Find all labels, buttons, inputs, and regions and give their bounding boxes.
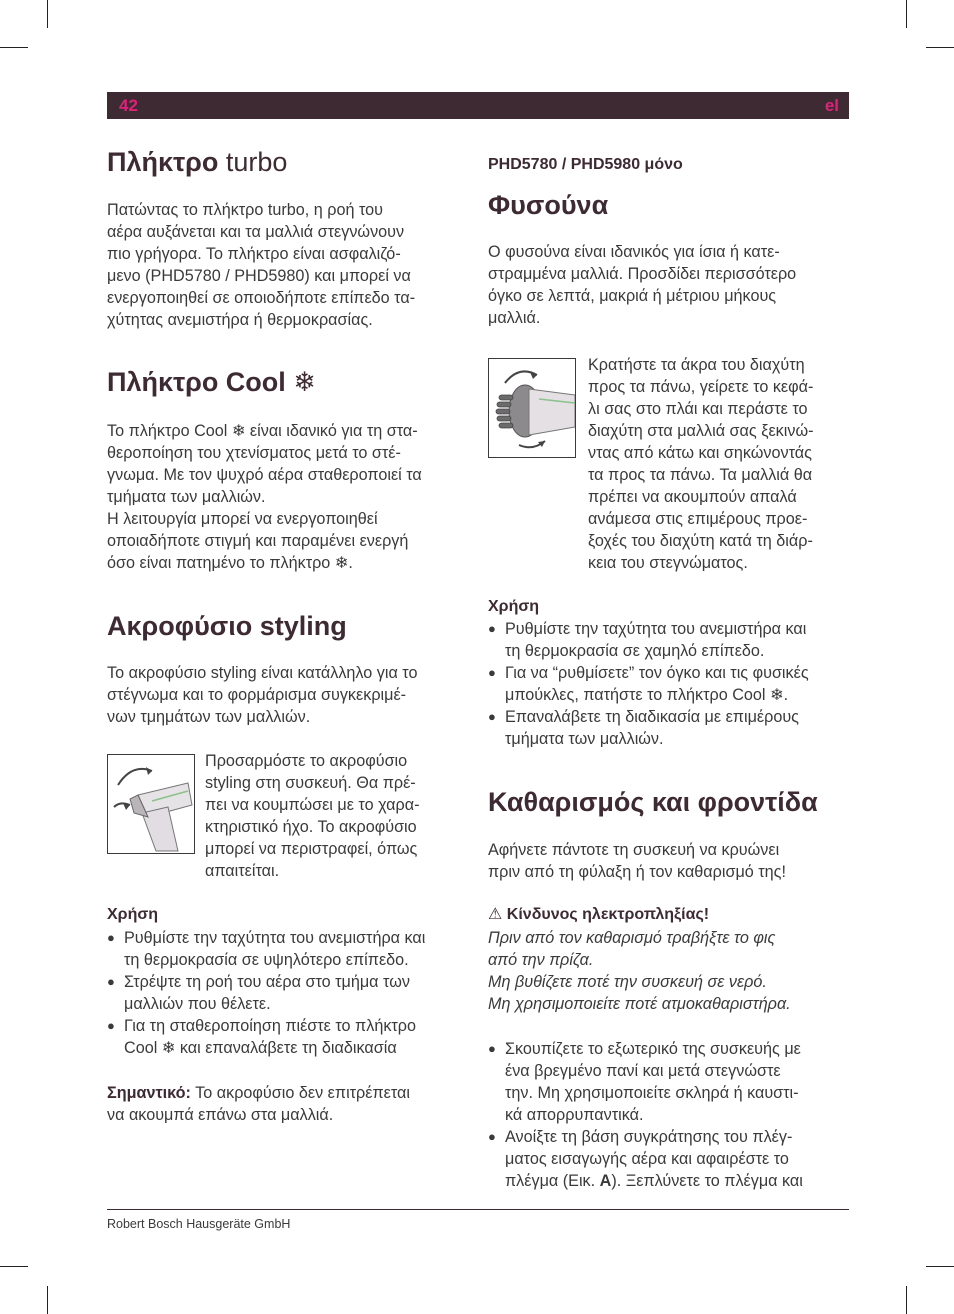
figure-reference: A bbox=[599, 1172, 612, 1190]
list-item bbox=[488, 1126, 848, 1192]
text-line: διαχύτη στα μαλλιά σας ξεκινώ- bbox=[588, 422, 814, 440]
text-line: ντας από κάτω και σηκώνοντάς bbox=[588, 444, 812, 462]
text-line: πει να κουμπώσει με το χαρα- bbox=[205, 796, 420, 814]
text-line: πλέγμα (Εικ. bbox=[505, 1172, 600, 1190]
text-line: Ρυθμίστε την ταχύτητα του ανεμιστήρα και bbox=[124, 929, 426, 947]
turbo-paragraph bbox=[107, 199, 415, 331]
text-line: Μη βυθίζετε ποτέ την συσκευή σε νερό. bbox=[488, 973, 767, 991]
text-line: αέρα αυξάνεται και τα μαλλιά στεγνώνουν bbox=[107, 223, 405, 241]
turbo-title-bold: Πλήκτρο bbox=[107, 147, 219, 177]
text-line: τμήματα των μαλλιών. bbox=[505, 730, 664, 748]
section-title-cool: Πλήκτρο Cool ❄ bbox=[107, 367, 316, 397]
text-line: styling στη συσκευή. Θα πρέ- bbox=[205, 774, 416, 792]
text-line: πιο γρήγορα. Το πλήκτρο είναι ασφαλιζό- bbox=[107, 245, 401, 263]
footer-divider bbox=[107, 1209, 849, 1210]
crop-mark bbox=[906, 0, 907, 28]
text-line: τμήματα των μαλλιών. bbox=[107, 488, 266, 506]
list-item bbox=[488, 1038, 848, 1126]
text-line: από την πρίζα. bbox=[488, 951, 594, 969]
text-line: Το ακροφύσιο δεν επιτρέπεται bbox=[190, 1084, 410, 1102]
styling-figure-text bbox=[205, 750, 419, 882]
text-line: μπορεί να περιστραφεί, όπως bbox=[205, 840, 418, 858]
text-line: νων τμημάτων των μαλλιών. bbox=[107, 708, 311, 726]
text-line: όγκο σε λεπτά, μακριά ή μέτριου μήκους bbox=[488, 287, 777, 305]
text-line: Πριν από τον καθαρισμό τραβήξτε το φις bbox=[488, 929, 776, 947]
text-line: μαλλιών που θέλετε. bbox=[124, 995, 271, 1013]
text-line: Το ακροφύσιο styling είναι κατάλληλο για το bbox=[107, 664, 418, 682]
text-line: ένα βρεγμένο πανί και μετά στεγνώστε bbox=[505, 1062, 781, 1080]
important-note bbox=[107, 1082, 410, 1126]
diffuser-usage-list bbox=[488, 618, 848, 750]
crop-mark bbox=[0, 47, 28, 48]
warning-triangle-icon: ⚠ bbox=[488, 906, 503, 923]
text-line: πριν από τη φύλαξη ή τον καθαρισμό της! bbox=[488, 863, 786, 881]
text-line: Cool ❄ και επαναλάβετε τη διαδικασία bbox=[124, 1039, 397, 1057]
text-line: ξοχές του διαχύτη κατά τη διάρ- bbox=[588, 532, 813, 550]
list-item bbox=[488, 618, 848, 662]
text-line: γνωμα. Με τον ψυχρό αέρα σταθεροποιεί τα bbox=[107, 466, 422, 484]
cool-paragraph bbox=[107, 420, 422, 574]
list-item bbox=[107, 927, 467, 971]
section-title-diffuser: Φυσούνα bbox=[488, 190, 609, 220]
text-line: Προσαρμόστε το ακροφύσιο bbox=[205, 752, 408, 770]
text-line: κτηριστικό ήχο. Το ακροφύσιο bbox=[205, 818, 417, 836]
diffuser-usage-heading: Χρήση bbox=[488, 598, 540, 615]
crop-mark bbox=[906, 1286, 907, 1314]
text-line: Μη χρησιμοποιείτε ποτέ ατμοκαθαριστήρα. bbox=[488, 995, 791, 1013]
styling-paragraph bbox=[107, 662, 417, 728]
crop-mark bbox=[47, 0, 48, 28]
text-line: Επαναλάβετε τη διαδικασία με επιμέρους bbox=[505, 708, 799, 726]
styling-usage-heading: Χρήση bbox=[107, 906, 159, 923]
list-item bbox=[488, 662, 848, 706]
text-line: μπούκλες, πατήστε το πλήκτρο Cool ❄. bbox=[505, 686, 789, 704]
crop-mark bbox=[926, 1266, 954, 1267]
text-line: Ρυθμίστε την ταχύτητα του ανεμιστήρα και bbox=[505, 620, 807, 638]
text-line: χύτητας ανεμιστήρα ή θερμοκρασίας. bbox=[107, 311, 373, 329]
models-label: PHD5780 / PHD5980 μόνο bbox=[488, 156, 683, 173]
diffuser-paragraph bbox=[488, 241, 796, 329]
text-line: οποιαδήποτε στιγμή και παραμένει ενεργή bbox=[107, 532, 409, 550]
page-header bbox=[107, 92, 849, 119]
hairdryer-nozzle-icon bbox=[108, 755, 194, 853]
text-line: πρέπει να ακουμπούν απαλά bbox=[588, 488, 797, 506]
warning-heading bbox=[488, 904, 709, 926]
text-line: Για να “ρυθμίσετε” τον όγκο και τις φυσικές bbox=[505, 664, 809, 682]
text-line: κεια του στεγνώματος. bbox=[588, 554, 748, 572]
section-title-turbo bbox=[107, 145, 287, 179]
language-code: el bbox=[824, 96, 839, 115]
text-line: στραμμένα μαλλιά. Προσδίδει περισσότερο bbox=[488, 265, 797, 283]
styling-nozzle-illustration bbox=[107, 754, 195, 854]
text-line: την. Μη χρησιμοποιείτε σκληρά ή καυστι- bbox=[505, 1084, 799, 1102]
section-title-styling: Ακροφύσιο styling bbox=[107, 611, 347, 641]
text-line: Στρέψτε τη ροή του αέρα στο τμήμα των bbox=[124, 973, 410, 991]
text-line: Πατώντας το πλήκτρο turbo, η ροή του bbox=[107, 201, 384, 219]
list-item bbox=[488, 706, 848, 750]
text-line: τα προς τα πάνω. Τα μαλλιά θα bbox=[588, 466, 813, 484]
text-line: ενεργοποιηθεί σε οποιοδήποτε επίπεδο τα- bbox=[107, 289, 416, 307]
text-line: Για τη σταθεροποίηση πιέστε το πλήκτρο bbox=[124, 1017, 417, 1035]
text-line: Ο φυσούνα είναι ιδανικός για ίσια ή κατε- bbox=[488, 243, 780, 261]
footer-company: Robert Bosch Hausgeräte GmbH bbox=[107, 1217, 291, 1231]
text-line: ). Ξεπλύνετε το πλέγμα και bbox=[611, 1172, 803, 1190]
text-line: όσο είναι πατημένο το πλήκτρο ❄. bbox=[107, 554, 353, 572]
diffuser-figure-text bbox=[588, 354, 813, 574]
text-line: τη θερμοκρασία σε χαμηλό επίπεδο. bbox=[505, 642, 765, 660]
text-line: θεροποίηση του χτενίσματος μετά το στέ- bbox=[107, 444, 401, 462]
text-line: μενο (PHD5780 / PHD5980) και μπορεί να bbox=[107, 267, 411, 285]
warning-title: Κίνδυνος ηλεκτροπληξίας! bbox=[506, 906, 710, 923]
crop-mark bbox=[47, 1286, 48, 1314]
text-line: Η λειτουργία μπορεί να ενεργοποιηθεί bbox=[107, 510, 378, 528]
text-line: τη θερμοκρασία σε υψηλότερο επίπεδο. bbox=[124, 951, 409, 969]
text-line: λι σας στο πλάι και περάστε το bbox=[588, 400, 808, 418]
text-line: Σκουπίζετε το εξωτερικό της συσκευής με bbox=[505, 1040, 801, 1058]
list-item bbox=[107, 971, 467, 1015]
text-line: Το πλήκτρο Cool ❄ είναι ιδανικό για τη στα- bbox=[107, 422, 418, 440]
text-line: Αφήνετε πάντοτε τη συσκευή να κρυώνει bbox=[488, 841, 780, 859]
text-line: ανάμεσα στις επιμέρους προε- bbox=[588, 510, 808, 528]
text-line: να ακουμπά επάνω στα μαλλιά. bbox=[107, 1106, 334, 1124]
text-line: προς τα πάνω, γείρετε το κεφά- bbox=[588, 378, 814, 396]
cleaning-list bbox=[488, 1038, 848, 1192]
styling-usage-list bbox=[107, 927, 467, 1059]
important-label: Σημαντικό: bbox=[107, 1084, 191, 1102]
text-line: κά απορρυπαντικά. bbox=[505, 1106, 644, 1124]
warning-text bbox=[488, 927, 791, 1015]
crop-mark bbox=[926, 47, 954, 48]
text-line: μαλλιά. bbox=[488, 309, 541, 327]
list-item bbox=[107, 1015, 467, 1059]
text-line: Ανοίξτε τη βάση συγκράτησης του πλέγ- bbox=[505, 1128, 793, 1146]
page-number: 42 bbox=[119, 96, 138, 115]
diffuser-icon bbox=[489, 359, 575, 457]
section-title-cleaning: Καθαρισμός και φροντίδα bbox=[488, 787, 818, 817]
turbo-title-light: turbo bbox=[225, 147, 288, 177]
diffuser-illustration bbox=[488, 358, 576, 458]
text-line: απαιτείται. bbox=[205, 862, 280, 880]
text-line: στέγνωμα και το φορμάρισμα συγκεκριμέ- bbox=[107, 686, 407, 704]
text-line: ματος εισαγωγής αέρα και αφαιρέστε το bbox=[505, 1150, 789, 1168]
cleaning-paragraph bbox=[488, 839, 786, 883]
text-line: Κρατήστε τα άκρα του διαχύτη bbox=[588, 356, 805, 374]
crop-mark bbox=[0, 1266, 28, 1267]
